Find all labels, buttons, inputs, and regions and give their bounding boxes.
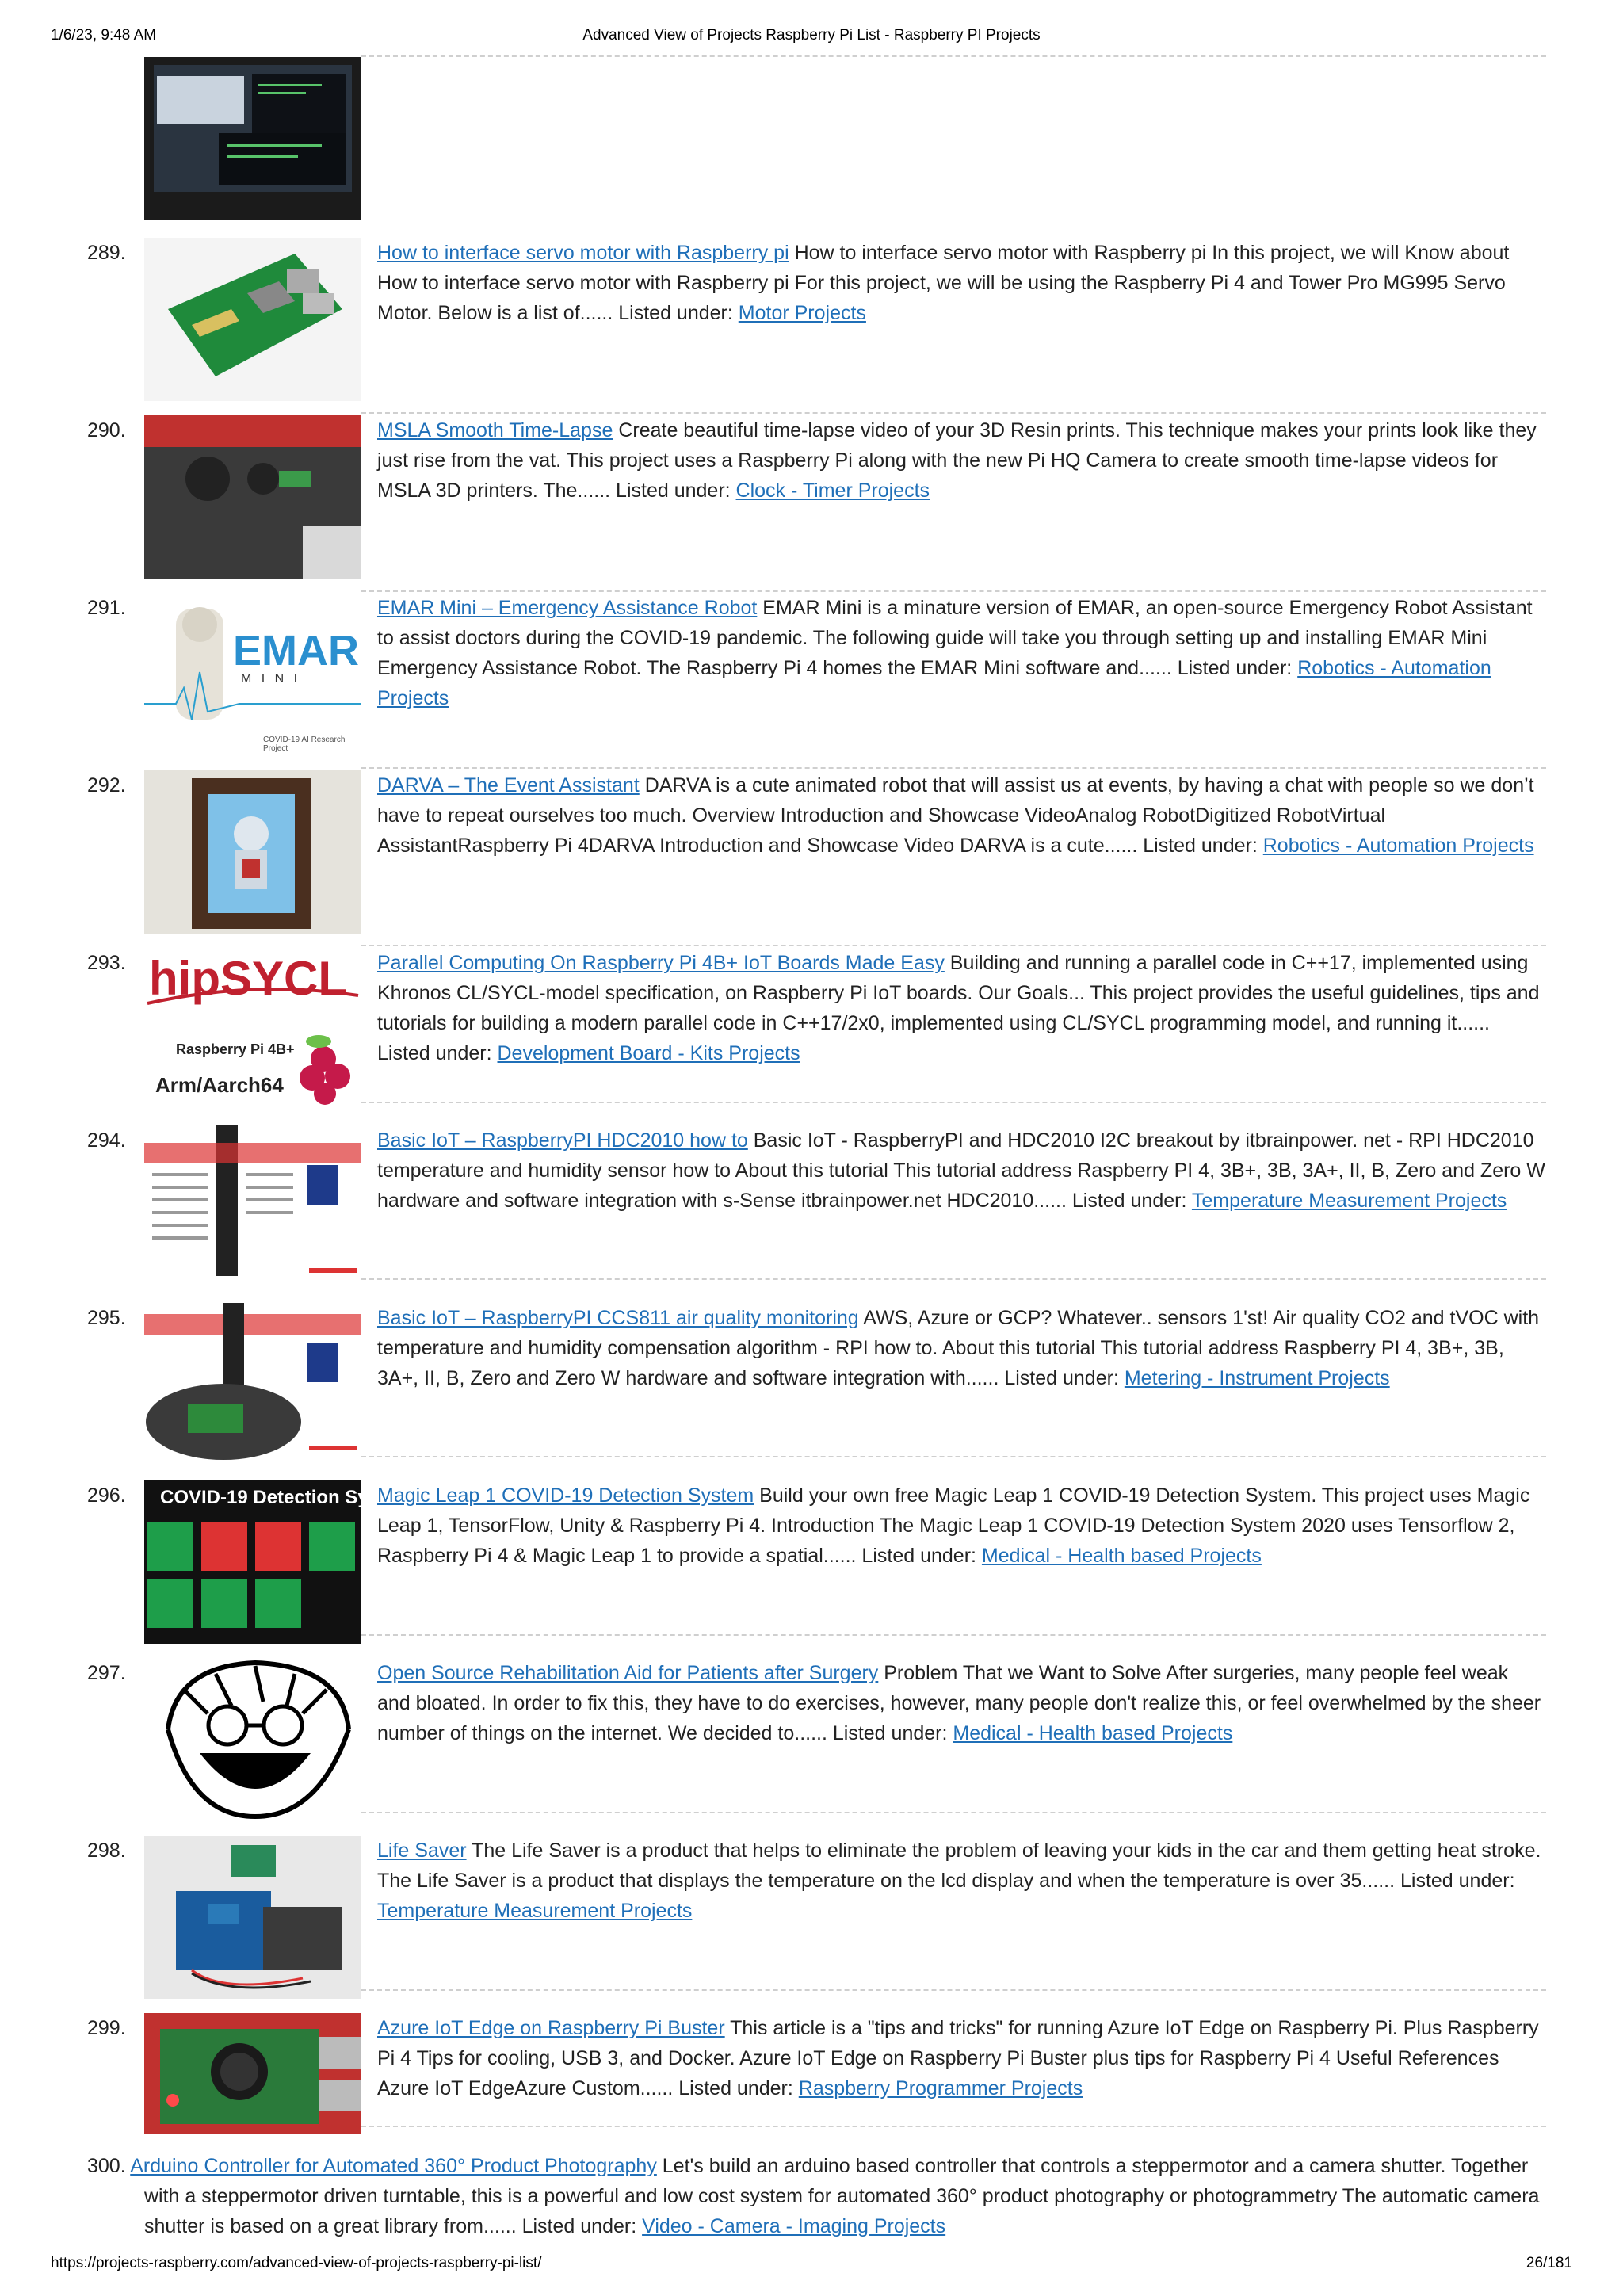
item-separator [361,412,1546,414]
thumbnail-sublabel: M I N I [241,672,301,686]
item-description: How to interface servo motor with Raspberry pi How to interface servo motor with Raspberry pi In this project, we will Know about How to interface servo motor with Raspberry pi For this project, we will be using the Raspberry Pi 4 and Tower Pro MG995 Servo Motor. Below is a list of...... Listed under: Motor Projects [377,242,1510,324]
item-number: 289. [87,242,126,264]
project-link[interactable]: Life Saver [377,1839,467,1862]
category-link[interactable]: Robotics - Automation Projects [377,657,1491,709]
project-link[interactable]: How to interface servo motor with Raspberry pi [377,242,789,264]
category-link[interactable]: Temperature Measurement Projects [377,1900,693,1922]
category-link[interactable]: Metering - Instrument Projects [1124,1367,1390,1389]
category-link[interactable]: Medical - Health based Projects [981,1545,1262,1567]
item-separator [361,945,1546,946]
print-title: Advanced View of Projects Raspberry Pi List - Raspberry PI Projects [582,27,1041,44]
item-separator [361,590,1546,592]
item-description: Open Source Rehabilitation Aid for Patients after Surgery Problem That we Want to Solve After surgeries, many people feel weak and bloated. In order to fix this, they have to do exercises, however, many people don't realize this, or feel overwhelmed by the sheer number of things on the internet. We decided to...... Listed under: Medical - Health based Projects [377,1662,1541,1744]
project-link[interactable]: EMAR Mini – Emergency Assistance Robot [377,597,758,619]
item-description: Life Saver The Life Saver is a product that helps to eliminate the problem of leaving your kids in the car and them getting heat stroke. The Life Saver is a product that displays the temperature on the lcd display and when the temperature is over 35...... Listed under: Temperature Measurement Projects [377,1839,1541,1922]
item-description: Parallel Computing On Raspberry Pi 4B+ IoT Boards Made Easy Building and running a parallel code in C++17, implemented using Khronos CL/SYCL-model specification, on Raspberry Pi IoT boards. Our Goals... This project provides the useful guidelines, tips and tutorials for building a modern parallel code in C++17/2x0, implemented using CL/SYCL programming model, and running it...... Listed under: Development Board - Kits Projects [377,952,1540,1064]
item-separator [361,55,1546,57]
category-link[interactable]: Robotics - Automation Projects [1262,835,1534,857]
thumbnail-image[interactable] [144,1125,361,1289]
item-description: Basic IoT – RaspberryPI HDC2010 how to Basic IoT - RaspberryPI and HDC2010 I2C breakout by itbrainpower. net - RPI HDC2010 temperature and humidity sensor how to About this tutorial This tutorial address Raspberry PI 4, 3B+, 3B, 3A+, II, B, Zero and Zero W hardware and software integration with s-Sense itbrainpower.net HDC2010...... Listed under: Temperature Measurement Projects [377,1129,1545,1212]
item-number: 297. [87,1662,126,1684]
thumbnail-label: hipSYCL [149,952,347,1005]
category-link[interactable]: Video - Camera - Imaging Projects [642,2215,946,2237]
project-link[interactable]: MSLA Smooth Time-Lapse [377,419,613,441]
project-link[interactable]: Parallel Computing On Raspberry Pi 4B+ IoT Boards Made Easy [377,952,945,974]
print-date: 1/6/23, 9:48 AM [51,27,157,44]
thumbnail-image [144,57,361,220]
category-link[interactable]: Motor Projects [738,302,866,324]
thumbnail-image[interactable] [144,1303,361,1466]
project-link[interactable]: Azure IoT Edge on Raspberry Pi Buster [377,2017,725,2039]
item-separator [361,1989,1546,1991]
project-link[interactable]: Basic IoT – RaspberryPI CCS811 air quality monitoring [377,1307,859,1329]
thumbnail-image[interactable] [144,1836,361,1999]
item-number: 294. [87,1129,126,1152]
thumbnail-image[interactable] [144,593,361,756]
thumbnail-label: EMAR [233,627,359,674]
item-separator [361,1102,1546,1103]
item-separator [361,1634,1546,1636]
category-link[interactable]: Development Board - Kits Projects [497,1042,800,1064]
item-number: 300. [87,2155,126,2177]
category-link[interactable]: Raspberry Programmer Projects [798,2077,1083,2099]
thumbnail-image[interactable] [144,238,361,401]
item-separator [361,1456,1546,1457]
item-number: 290. [87,419,126,441]
thumbnail-image[interactable] [144,948,361,1111]
thumbnail-label: COVID-19 Detection System [160,1487,413,1508]
item-description: Basic IoT – RaspberryPI CCS811 air quality monitoring AWS, Azure or GCP? Whatever.. sensors 1'st! Air quality CO2 and tVOC with temperature and humidity compensation algorithm - RPI how to. About this tutorial This tutorial address Raspberry PI 4, 3B+, 3B, 3A+, II, B, Zero and Zero W hardware and software integration with...... Listed under: Metering - Instrument Projects [377,1307,1540,1389]
thumbnail-image[interactable] [144,2013,361,2134]
page-number: 26/181 [1526,2255,1572,2271]
list-item [87,2151,1546,2241]
thumbnail-image[interactable] [144,1480,413,1644]
item-separator [361,1812,1546,1813]
project-link[interactable]: Magic Leap 1 COVID-19 Detection System [377,1484,754,1507]
thumbnail-sublabel: Raspberry Pi 4B+ [176,1041,295,1057]
item-number: 291. [87,597,126,619]
item-separator [361,767,1546,769]
category-link[interactable]: Medical - Health based Projects [953,1722,1233,1744]
project-link[interactable]: DARVA – The Event Assistant [377,774,640,797]
thumbnail-image[interactable] [144,1658,361,1821]
item-separator [361,1278,1546,1280]
item-separator [361,2126,1546,2127]
item-description: DARVA – The Event Assistant DARVA is a cute animated robot that will assist us at events, by having a chat with people so we don’t have to repeat ourselves too much. Overview Introduction and Showcase VideoAnalog RobotDigitized RobotVirtual AssistantRaspberry Pi 4DARVA Introduction and Showcase Video DARVA is a cute...... Listed under: Robotics - Automation Projects [377,774,1534,857]
project-link[interactable]: Open Source Rehabilitation Aid for Patients after Surgery [377,1662,879,1684]
item-number: 295. [87,1307,126,1329]
project-link[interactable]: Basic IoT – RaspberryPI HDC2010 how to [377,1129,748,1152]
thumbnail-image[interactable] [144,770,361,934]
project-link[interactable]: Arduino Controller for Automated 360° Product Photography [130,2155,657,2177]
item-description: Magic Leap 1 COVID-19 Detection System Build your own free Magic Leap 1 COVID-19 Detection System. This project uses Magic Leap 1, TensorFlow, Unity & Raspberry Pi 4. Introduction The Magic Leap 1 COVID-19 Detection System 2020 uses Tensorflow 2, Raspberry Pi 4 & Magic Leap 1 to provide a spatial...... Listed under: Medical - Health based Projects [377,1484,1530,1567]
item-description: 300. Arduino Controller for Automated 360° Product Photography Let's build an arduino based controller that controls a steppermotor and a camera shutter. Together with a steppermotor driven turntable, this is a powerful and low cost system for automated 360° product photography or photogrammetry The automatic camera shutter is based on a great library from...... Listed under: Video - Camera - Imaging Projects [87,2155,1540,2237]
thumbnail-caption: Arm/Aarch64 [155,1073,284,1097]
print-footer [51,2255,1572,2275]
item-number: 296. [87,1484,126,1507]
item-description: Azure IoT Edge on Raspberry Pi Buster This article is a "tips and tricks" for running Azure IoT Edge on Raspberry Pi. Plus Raspberry Pi 4 Tips for cooling, USB 3, and Docker. Azure IoT Edge on Raspberry Pi Buster plus tips for Raspberry Pi 4 Useful References Azure IoT EdgeAzure Custom...... Listed under: Raspberry Programmer Projects [377,2017,1539,2099]
item-number: 293. [87,952,126,974]
thumbnail-image[interactable] [144,415,361,579]
item-description: EMAR Mini – Emergency Assistance Robot EMAR Mini is a minature version of EMAR, an open-source Emergency Robot Assistant to assist doctors during the COVID-19 pandemic. The following guide will take you through setting up and installing EMAR Mini Emergency Assistance Robot. The Raspberry Pi 4 homes the EMAR Mini software and...... Listed under: Robotics - Automation Projects [377,597,1533,709]
item-number: 299. [87,2017,126,2039]
item-description: MSLA Smooth Time-Lapse Create beautiful time-lapse video of your 3D Resin prints. This technique makes your prints look like they just rise from the vat. This project uses a Raspberry Pi along with the new Pi HQ Camera to create smooth time-lapse videos for MSLA 3D printers. The...... Listed under: Clock - Timer Projects [377,419,1537,502]
category-link[interactable]: Clock - Timer Projects [735,479,930,502]
category-link[interactable]: Temperature Measurement Projects [1191,1190,1507,1212]
print-url: https://projects-raspberry.com/advanced-view-of-projects-raspberry-pi-list/ [51,2255,542,2271]
thumbnail-caption: COVID-19 AI Research Project [263,735,346,753]
item-number: 292. [87,774,126,797]
print-header [51,27,1572,48]
item-number: 298. [87,1839,126,1862]
